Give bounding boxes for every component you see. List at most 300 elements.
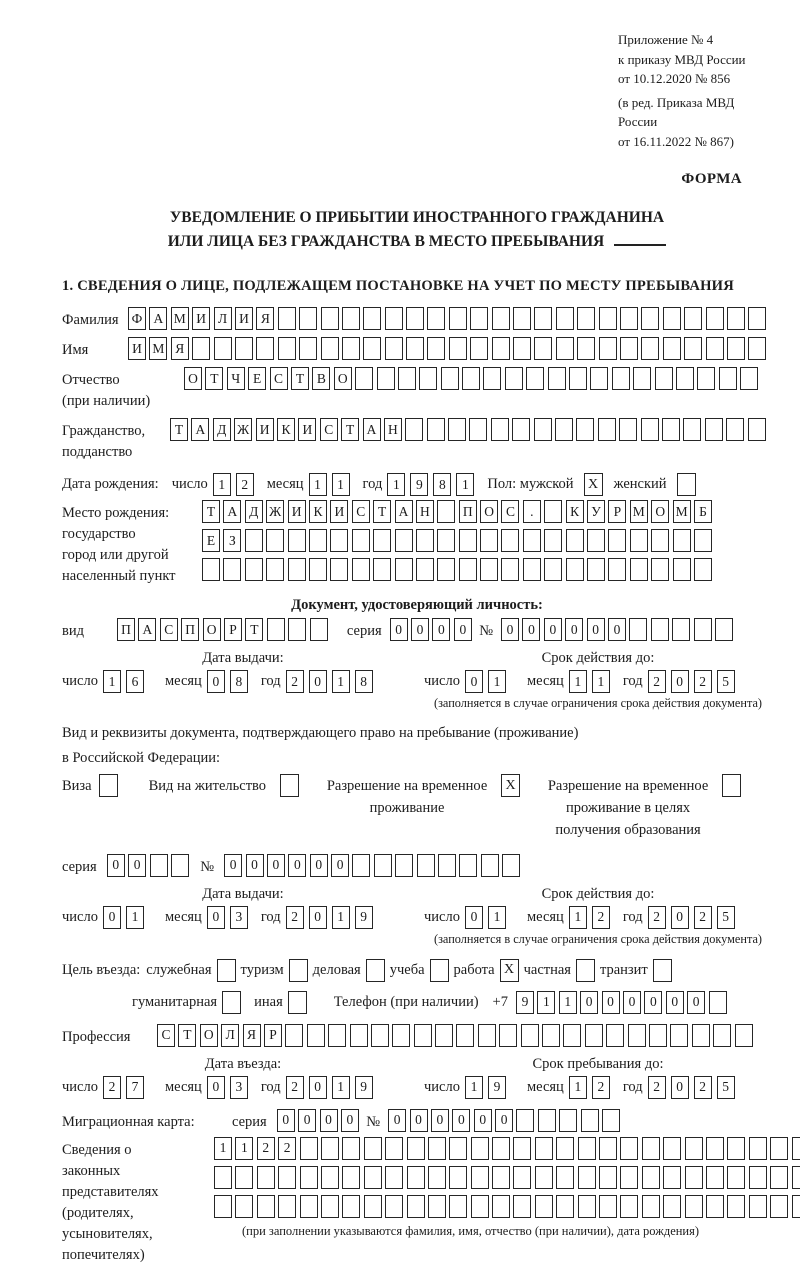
char-cell[interactable]: Т <box>170 418 188 441</box>
char-cell[interactable]: 5 <box>717 670 735 693</box>
char-cell[interactable] <box>285 1024 303 1047</box>
char-cell[interactable] <box>373 529 391 552</box>
char-cell[interactable]: 1 <box>214 1137 232 1160</box>
char-cell[interactable] <box>726 418 744 441</box>
char-cell[interactable]: 0 <box>602 991 620 1014</box>
residence-permit-checkbox[interactable] <box>280 774 299 797</box>
char-cell[interactable]: Т <box>178 1024 196 1047</box>
char-cell[interactable] <box>556 1137 574 1160</box>
char-cell[interactable] <box>663 1137 681 1160</box>
char-cell[interactable] <box>483 367 501 390</box>
char-cell[interactable]: 0 <box>320 1109 338 1132</box>
char-cell[interactable] <box>328 1024 346 1047</box>
char-cell[interactable]: 1 <box>592 670 610 693</box>
char-cell[interactable] <box>587 529 605 552</box>
char-cell[interactable] <box>299 337 317 360</box>
char-cell[interactable]: 0 <box>341 1109 359 1132</box>
char-cell[interactable] <box>566 529 584 552</box>
char-cell[interactable]: Т <box>373 500 391 523</box>
char-cell[interactable]: 1 <box>559 991 577 1014</box>
char-cell[interactable]: 8 <box>355 670 373 693</box>
char-cell[interactable] <box>235 1195 253 1218</box>
char-cell[interactable] <box>513 307 531 330</box>
purpose-work-checkbox[interactable]: X <box>500 959 519 982</box>
char-cell[interactable]: 1 <box>126 906 144 929</box>
char-cell[interactable]: 9 <box>488 1076 506 1099</box>
char-cell[interactable] <box>692 1024 710 1047</box>
char-cell[interactable] <box>342 1195 360 1218</box>
char-cell[interactable]: П <box>459 500 477 523</box>
char-cell[interactable]: 1 <box>537 991 555 1014</box>
char-cell[interactable] <box>706 1137 724 1160</box>
char-cell[interactable] <box>556 337 574 360</box>
char-cell[interactable]: О <box>480 500 498 523</box>
char-cell[interactable] <box>437 529 455 552</box>
char-cell[interactable] <box>526 367 544 390</box>
char-cell[interactable] <box>715 618 733 641</box>
char-cell[interactable]: 0 <box>331 854 349 877</box>
char-cell[interactable] <box>590 367 608 390</box>
char-cell[interactable] <box>470 307 488 330</box>
char-cell[interactable] <box>749 1137 767 1160</box>
char-cell[interactable]: 0 <box>666 991 684 1014</box>
char-cell[interactable]: А <box>149 307 167 330</box>
char-cell[interactable]: 0 <box>687 991 705 1014</box>
char-cell[interactable] <box>673 558 691 581</box>
char-cell[interactable]: В <box>312 367 330 390</box>
char-cell[interactable]: 0 <box>207 670 225 693</box>
char-cell[interactable]: И <box>298 418 316 441</box>
char-cell[interactable]: 0 <box>310 854 328 877</box>
char-cell[interactable] <box>501 558 519 581</box>
char-cell[interactable] <box>599 1195 617 1218</box>
char-cell[interactable] <box>544 558 562 581</box>
char-cell[interactable]: Р <box>264 1024 282 1047</box>
char-cell[interactable] <box>538 1109 556 1132</box>
char-cell[interactable] <box>641 418 659 441</box>
purpose-study-checkbox[interactable] <box>430 959 449 982</box>
char-cell[interactable] <box>257 1166 275 1189</box>
char-cell[interactable]: Н <box>384 418 402 441</box>
char-cell[interactable] <box>655 367 673 390</box>
char-cell[interactable]: Т <box>205 367 223 390</box>
char-cell[interactable]: А <box>138 618 156 641</box>
char-cell[interactable] <box>651 529 669 552</box>
char-cell[interactable]: 7 <box>126 1076 144 1099</box>
char-cell[interactable]: 1 <box>103 670 121 693</box>
char-cell[interactable] <box>449 1137 467 1160</box>
char-cell[interactable] <box>300 1195 318 1218</box>
char-cell[interactable] <box>685 1166 703 1189</box>
char-cell[interactable] <box>469 418 487 441</box>
char-cell[interactable] <box>499 1024 517 1047</box>
char-cell[interactable] <box>395 854 413 877</box>
char-cell[interactable] <box>310 618 328 641</box>
char-cell[interactable] <box>512 418 530 441</box>
char-cell[interactable] <box>651 618 669 641</box>
char-cell[interactable]: 0 <box>544 618 562 641</box>
char-cell[interactable] <box>706 1166 724 1189</box>
char-cell[interactable]: 0 <box>410 1109 428 1132</box>
char-cell[interactable] <box>364 1137 382 1160</box>
char-cell[interactable] <box>438 854 456 877</box>
char-cell[interactable] <box>395 558 413 581</box>
char-cell[interactable] <box>321 1195 339 1218</box>
char-cell[interactable] <box>414 1024 432 1047</box>
char-cell[interactable]: 0 <box>565 618 583 641</box>
char-cell[interactable]: 0 <box>267 854 285 877</box>
char-cell[interactable]: С <box>157 1024 175 1047</box>
char-cell[interactable]: П <box>181 618 199 641</box>
char-cell[interactable]: 0 <box>608 618 626 641</box>
char-cell[interactable]: Ф <box>128 307 146 330</box>
char-cell[interactable]: 5 <box>717 1076 735 1099</box>
char-cell[interactable] <box>555 418 573 441</box>
char-cell[interactable] <box>417 854 435 877</box>
char-cell[interactable]: У <box>587 500 605 523</box>
char-cell[interactable]: 6 <box>126 670 144 693</box>
char-cell[interactable] <box>578 1137 596 1160</box>
char-cell[interactable] <box>214 1195 232 1218</box>
char-cell[interactable]: 2 <box>592 906 610 929</box>
char-cell[interactable] <box>235 1166 253 1189</box>
char-cell[interactable]: О <box>203 618 221 641</box>
char-cell[interactable]: 0 <box>277 1109 295 1132</box>
char-cell[interactable] <box>630 529 648 552</box>
char-cell[interactable] <box>330 558 348 581</box>
char-cell[interactable]: Я <box>256 307 274 330</box>
char-cell[interactable] <box>556 1195 574 1218</box>
char-cell[interactable] <box>471 1137 489 1160</box>
char-cell[interactable] <box>492 307 510 330</box>
char-cell[interactable] <box>727 307 745 330</box>
char-cell[interactable] <box>278 1166 296 1189</box>
char-cell[interactable]: 0 <box>128 854 146 877</box>
char-cell[interactable] <box>377 367 395 390</box>
char-cell[interactable] <box>427 307 445 330</box>
char-cell[interactable]: 0 <box>103 906 121 929</box>
char-cell[interactable] <box>278 307 296 330</box>
sex-female-checkbox[interactable] <box>677 473 696 496</box>
char-cell[interactable]: 2 <box>648 670 666 693</box>
char-cell[interactable]: 1 <box>488 670 506 693</box>
char-cell[interactable] <box>642 1137 660 1160</box>
char-cell[interactable] <box>288 529 306 552</box>
char-cell[interactable]: 1 <box>488 906 506 929</box>
char-cell[interactable] <box>563 1024 581 1047</box>
char-cell[interactable]: 2 <box>694 1076 712 1099</box>
char-cell[interactable]: 0 <box>474 1109 492 1132</box>
char-cell[interactable] <box>719 367 737 390</box>
char-cell[interactable]: 0 <box>522 618 540 641</box>
char-cell[interactable]: А <box>395 500 413 523</box>
char-cell[interactable] <box>685 1195 703 1218</box>
char-cell[interactable]: И <box>288 500 306 523</box>
char-cell[interactable] <box>407 1166 425 1189</box>
char-cell[interactable] <box>419 367 437 390</box>
char-cell[interactable] <box>770 1195 788 1218</box>
char-cell[interactable]: Л <box>214 307 232 330</box>
char-cell[interactable] <box>392 1024 410 1047</box>
char-cell[interactable] <box>342 1166 360 1189</box>
char-cell[interactable]: Я <box>243 1024 261 1047</box>
char-cell[interactable]: 0 <box>390 618 408 641</box>
char-cell[interactable]: 0 <box>309 906 327 929</box>
char-cell[interactable]: 0 <box>465 670 483 693</box>
char-cell[interactable] <box>256 337 274 360</box>
purpose-other-checkbox[interactable] <box>288 991 307 1014</box>
char-cell[interactable] <box>245 558 263 581</box>
char-cell[interactable]: 1 <box>465 1076 483 1099</box>
char-cell[interactable] <box>619 418 637 441</box>
char-cell[interactable] <box>523 529 541 552</box>
char-cell[interactable] <box>427 337 445 360</box>
char-cell[interactable] <box>223 558 241 581</box>
char-cell[interactable] <box>480 529 498 552</box>
char-cell[interactable] <box>770 1166 788 1189</box>
char-cell[interactable] <box>599 1166 617 1189</box>
char-cell[interactable]: 0 <box>671 906 689 929</box>
char-cell[interactable] <box>792 1195 800 1218</box>
char-cell[interactable]: 0 <box>207 906 225 929</box>
char-cell[interactable] <box>395 529 413 552</box>
char-cell[interactable] <box>480 558 498 581</box>
char-cell[interactable] <box>342 307 360 330</box>
char-cell[interactable] <box>792 1166 800 1189</box>
char-cell[interactable] <box>449 1166 467 1189</box>
char-cell[interactable]: 1 <box>569 906 587 929</box>
char-cell[interactable]: 1 <box>235 1137 253 1160</box>
char-cell[interactable]: И <box>256 418 274 441</box>
char-cell[interactable] <box>535 1137 553 1160</box>
char-cell[interactable]: С <box>160 618 178 641</box>
char-cell[interactable] <box>663 337 681 360</box>
char-cell[interactable]: Л <box>221 1024 239 1047</box>
char-cell[interactable]: 0 <box>207 1076 225 1099</box>
char-cell[interactable]: Д <box>245 500 263 523</box>
char-cell[interactable] <box>602 1109 620 1132</box>
char-cell[interactable]: 0 <box>411 618 429 641</box>
char-cell[interactable] <box>491 418 509 441</box>
char-cell[interactable] <box>642 1195 660 1218</box>
char-cell[interactable]: 2 <box>694 670 712 693</box>
purpose-tourism-checkbox[interactable] <box>289 959 308 982</box>
char-cell[interactable]: Б <box>694 500 712 523</box>
char-cell[interactable] <box>278 337 296 360</box>
char-cell[interactable]: С <box>270 367 288 390</box>
char-cell[interactable]: 2 <box>648 906 666 929</box>
char-cell[interactable]: А <box>223 500 241 523</box>
char-cell[interactable] <box>706 337 724 360</box>
char-cell[interactable]: 9 <box>410 473 428 496</box>
char-cell[interactable]: М <box>673 500 691 523</box>
char-cell[interactable] <box>673 529 691 552</box>
char-cell[interactable]: И <box>235 307 253 330</box>
char-cell[interactable] <box>435 1024 453 1047</box>
char-cell[interactable] <box>501 529 519 552</box>
char-cell[interactable] <box>385 307 403 330</box>
char-cell[interactable]: 1 <box>332 670 350 693</box>
char-cell[interactable] <box>513 1137 531 1160</box>
char-cell[interactable] <box>521 1024 539 1047</box>
char-cell[interactable] <box>598 418 616 441</box>
char-cell[interactable] <box>342 337 360 360</box>
char-cell[interactable] <box>694 529 712 552</box>
char-cell[interactable]: К <box>309 500 327 523</box>
char-cell[interactable]: 0 <box>644 991 662 1014</box>
char-cell[interactable]: 0 <box>587 618 605 641</box>
char-cell[interactable] <box>385 337 403 360</box>
char-cell[interactable] <box>606 1024 624 1047</box>
char-cell[interactable] <box>427 418 445 441</box>
char-cell[interactable] <box>449 1195 467 1218</box>
char-cell[interactable] <box>299 307 317 330</box>
char-cell[interactable]: 0 <box>432 618 450 641</box>
char-cell[interactable] <box>544 500 562 523</box>
char-cell[interactable]: 0 <box>288 854 306 877</box>
char-cell[interactable] <box>670 1024 688 1047</box>
char-cell[interactable] <box>459 854 477 877</box>
char-cell[interactable]: 1 <box>456 473 474 496</box>
char-cell[interactable] <box>672 618 690 641</box>
char-cell[interactable] <box>740 367 758 390</box>
char-cell[interactable] <box>364 1166 382 1189</box>
char-cell[interactable]: Я <box>171 337 189 360</box>
char-cell[interactable] <box>502 854 520 877</box>
char-cell[interactable]: С <box>352 500 370 523</box>
char-cell[interactable] <box>662 418 680 441</box>
char-cell[interactable] <box>612 367 630 390</box>
char-cell[interactable] <box>385 1166 403 1189</box>
char-cell[interactable] <box>649 1024 667 1047</box>
char-cell[interactable] <box>441 367 459 390</box>
char-cell[interactable] <box>663 1195 681 1218</box>
char-cell[interactable] <box>599 337 617 360</box>
char-cell[interactable] <box>406 337 424 360</box>
char-cell[interactable] <box>685 1137 703 1160</box>
char-cell[interactable] <box>629 618 647 641</box>
char-cell[interactable] <box>398 367 416 390</box>
char-cell[interactable] <box>770 1137 788 1160</box>
char-cell[interactable] <box>492 1166 510 1189</box>
char-cell[interactable]: 3 <box>230 1076 248 1099</box>
char-cell[interactable] <box>342 1137 360 1160</box>
char-cell[interactable] <box>576 418 594 441</box>
char-cell[interactable] <box>267 618 285 641</box>
char-cell[interactable] <box>566 558 584 581</box>
char-cell[interactable] <box>406 307 424 330</box>
char-cell[interactable]: 2 <box>257 1137 275 1160</box>
char-cell[interactable] <box>300 1137 318 1160</box>
char-cell[interactable] <box>492 337 510 360</box>
char-cell[interactable]: 1 <box>569 1076 587 1099</box>
char-cell[interactable]: 0 <box>454 618 472 641</box>
char-cell[interactable] <box>559 1109 577 1132</box>
char-cell[interactable] <box>727 1137 745 1160</box>
char-cell[interactable] <box>407 1195 425 1218</box>
char-cell[interactable]: Е <box>202 529 220 552</box>
char-cell[interactable] <box>371 1024 389 1047</box>
sex-male-checkbox[interactable]: X <box>584 473 603 496</box>
char-cell[interactable]: 0 <box>465 906 483 929</box>
char-cell[interactable] <box>663 307 681 330</box>
char-cell[interactable] <box>407 1137 425 1160</box>
char-cell[interactable] <box>448 418 466 441</box>
purpose-business-checkbox[interactable] <box>366 959 385 982</box>
char-cell[interactable]: С <box>501 500 519 523</box>
char-cell[interactable]: 2 <box>648 1076 666 1099</box>
char-cell[interactable] <box>321 1166 339 1189</box>
char-cell[interactable] <box>266 558 284 581</box>
char-cell[interactable] <box>620 1166 638 1189</box>
char-cell[interactable]: Р <box>224 618 242 641</box>
char-cell[interactable]: И <box>128 337 146 360</box>
char-cell[interactable] <box>697 367 715 390</box>
char-cell[interactable] <box>471 1195 489 1218</box>
char-cell[interactable]: А <box>191 418 209 441</box>
purpose-transit-checkbox[interactable] <box>653 959 672 982</box>
char-cell[interactable]: 0 <box>431 1109 449 1132</box>
char-cell[interactable] <box>385 1195 403 1218</box>
char-cell[interactable]: 1 <box>332 906 350 929</box>
char-cell[interactable] <box>352 558 370 581</box>
char-cell[interactable] <box>577 307 595 330</box>
char-cell[interactable]: М <box>171 307 189 330</box>
char-cell[interactable]: 2 <box>286 906 304 929</box>
char-cell[interactable]: 0 <box>671 670 689 693</box>
char-cell[interactable]: Т <box>291 367 309 390</box>
char-cell[interactable] <box>620 307 638 330</box>
char-cell[interactable]: Т <box>245 618 263 641</box>
char-cell[interactable] <box>459 529 477 552</box>
char-cell[interactable]: К <box>566 500 584 523</box>
char-cell[interactable] <box>706 1195 724 1218</box>
char-cell[interactable]: 5 <box>717 906 735 929</box>
char-cell[interactable] <box>321 1137 339 1160</box>
char-cell[interactable] <box>505 367 523 390</box>
char-cell[interactable] <box>727 337 745 360</box>
char-cell[interactable] <box>428 1195 446 1218</box>
char-cell[interactable] <box>748 418 766 441</box>
char-cell[interactable] <box>578 1166 596 1189</box>
char-cell[interactable] <box>288 618 306 641</box>
char-cell[interactable]: 0 <box>623 991 641 1014</box>
char-cell[interactable]: М <box>630 500 648 523</box>
char-cell[interactable]: А <box>363 418 381 441</box>
char-cell[interactable] <box>709 991 727 1014</box>
char-cell[interactable] <box>523 558 541 581</box>
purpose-humanitarian-checkbox[interactable] <box>222 991 241 1014</box>
char-cell[interactable]: 0 <box>309 1076 327 1099</box>
char-cell[interactable] <box>492 1195 510 1218</box>
char-cell[interactable]: П <box>117 618 135 641</box>
char-cell[interactable]: 2 <box>103 1076 121 1099</box>
char-cell[interactable]: 0 <box>107 854 125 877</box>
char-cell[interactable]: О <box>184 367 202 390</box>
char-cell[interactable]: 2 <box>592 1076 610 1099</box>
char-cell[interactable]: И <box>330 500 348 523</box>
char-cell[interactable] <box>470 337 488 360</box>
char-cell[interactable] <box>663 1166 681 1189</box>
char-cell[interactable] <box>642 1166 660 1189</box>
char-cell[interactable] <box>309 558 327 581</box>
char-cell[interactable]: О <box>334 367 352 390</box>
char-cell[interactable] <box>513 1195 531 1218</box>
char-cell[interactable] <box>373 558 391 581</box>
char-cell[interactable]: З <box>223 529 241 552</box>
purpose-official-checkbox[interactable] <box>217 959 236 982</box>
char-cell[interactable] <box>735 1024 753 1047</box>
